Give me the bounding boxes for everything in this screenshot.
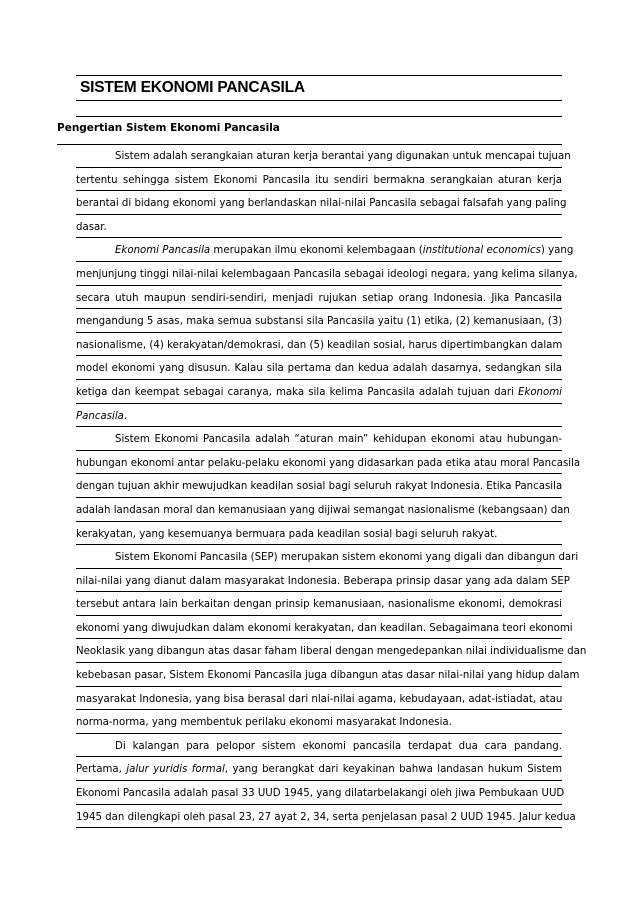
document-body	[76, 144, 587, 828]
line-text	[76, 292, 562, 305]
document-line	[76, 356, 562, 380]
text-segment: Ekonomi Pancasila adalah pasal 33 UUD 1945, yang dilatarbelakangi oleh jiwa Pembukaan UUD	[76, 788, 565, 800]
line-text	[76, 787, 565, 800]
document-line	[76, 663, 580, 687]
line-text	[76, 575, 570, 588]
text-segment: ketiga dan keempat sebagai caranya, maka sila kelima Pancasila adalah tujuan dari	[76, 386, 518, 398]
section-heading: Pengertian Sistem Ekonomi Pancasila	[57, 122, 280, 134]
line-text	[76, 174, 562, 187]
text-segment: masyarakat Indonesia, yang bisa berasal dari nlai-nilai agama, kebudayaan, adat-istiadat, atau	[76, 693, 563, 705]
text-segment: norma-norma, yang membentuk perilaku ekonomi masyarakat Indonesia.	[76, 717, 452, 729]
line-text	[76, 480, 562, 493]
line-text	[76, 221, 562, 234]
line-text	[76, 268, 578, 281]
document-line	[76, 569, 570, 593]
spacer-row	[76, 99, 562, 117]
line-text	[76, 457, 581, 470]
text-segment: ekonomi yang diwujudkan dalam ekonomi kerakyatan, dan keadilan. Sebagaimana teori ekonomi	[76, 622, 573, 634]
document-line	[76, 238, 574, 262]
italic-text-segment: Pancasila	[76, 410, 124, 422]
text-segment: secara utuh maupun sendiri-sendiri, menjadi rujukan setiap orang Indonesia. Jika Pancasila	[76, 292, 562, 304]
document-line	[76, 191, 567, 215]
line-text	[76, 410, 562, 423]
italic-text-segment: Ekonomi	[517, 386, 562, 398]
line-text	[76, 339, 562, 352]
title-bar	[76, 75, 562, 101]
italic-text-segment: institutional economics	[422, 245, 541, 257]
document-line	[76, 380, 562, 404]
text-segment: kebebasan pasar, Sistem Ekonomi Pancasila juga dibangun atas dasar nilai-nilai yang hidup dalam	[76, 670, 580, 682]
document-line	[76, 781, 565, 805]
line-text	[76, 362, 562, 375]
line-text	[76, 598, 562, 611]
text-segment: mengandung 5 asas, maka semua substansi sila Pancasila yaitu (1) etika, (2) kemanusiaan, (3)	[76, 316, 563, 328]
italic-text-segment: jalur yuridis formal	[126, 764, 225, 776]
document-line	[76, 687, 562, 711]
text-segment: merupakan ilmu ekonomi kelembagaan (	[210, 245, 423, 257]
document-line	[76, 286, 562, 310]
text-segment: Pertama,	[76, 764, 127, 776]
text-segment: , yang berangkat dari keyakinan bahwa landasan hukum Sistem	[224, 764, 562, 776]
text-segment: dengan tujuan akhir mewujudkan keadilan sosial bagi seluruh rakyat Indonesia. Etika Pancasila	[76, 481, 563, 493]
document-line	[76, 710, 562, 734]
document-line	[76, 309, 562, 333]
text-segment: Di kalangan para pelopor sistem ekonomi pancasila terdapat dua cara pandang.	[115, 740, 562, 752]
line-text	[76, 645, 587, 658]
text-segment: .	[123, 410, 128, 422]
document-line	[76, 215, 562, 239]
text-segment: menjunjung tinggi nilai-nilai kelembagaan Pancasila sebagai ideologi negara, yang kelima silanya,	[76, 268, 578, 280]
document-line	[76, 498, 570, 522]
line-text	[76, 811, 576, 824]
line-text	[115, 244, 574, 257]
text-segment: hubungan ekonomi antar pelaku-pelaku ekonomi yang didasarkan pada etika atau moral Pancasila	[76, 457, 581, 469]
text-segment: tertentu sehingga sistem Ekonomi Pancasila itu sendiri bermakna serangkaian aturan kerja	[76, 174, 562, 186]
document-line	[76, 592, 562, 616]
line-text	[76, 528, 562, 541]
line-text	[115, 433, 562, 446]
text-segment: Sistem adalah serangkaian aturan kerja berantai yang digunakan untuk mencapai tujuan	[115, 151, 571, 162]
document-line	[76, 734, 562, 758]
line-text	[76, 693, 562, 706]
text-segment: Sistem Ekonomi Pancasila (SEP) merupakan sistem ekonomi yang digali dan dibangun dari	[115, 552, 579, 564]
text-segment: nasionalisme, (4) kerakyatan/demokrasi, dan (5) keadilan sosial, harus dipertimbangkan dalam	[76, 339, 563, 351]
document-line	[76, 522, 562, 546]
italic-text-segment: Ekonomi Pancasila	[115, 245, 211, 257]
text-segment: dasar.	[76, 221, 107, 233]
text-segment: adalah landasan moral dan kemanusiaan yang dijiwai semangat nasionalisme (kebangsaan) dan	[76, 504, 570, 516]
document-line	[76, 333, 562, 357]
text-segment: nilai-nilai yang dianut dalam masyarakat Indonesia. Beberapa prinsip dasar yang ada dalam SEP	[76, 575, 570, 587]
line-text	[76, 197, 567, 210]
document-line	[76, 639, 587, 663]
document-title: SISTEM EKONOMI PANCASILA	[80, 79, 305, 96]
text-segment: tersebut antara lain berkaitan dengan prinsip kemanusiaan, nasionalisme ekonomi, demokrasi	[76, 599, 562, 611]
document-line	[76, 144, 571, 168]
document-line	[76, 616, 573, 640]
document-line	[76, 168, 562, 192]
document-line	[76, 427, 562, 451]
text-segment: berantai di bidang ekonomi yang berlandaskan nilai-nilai Pancasila sebagai falsafah yang paling	[76, 198, 567, 210]
line-text	[115, 740, 562, 753]
text-segment: kerakyatan, yang kesemuanya bermuara pada keadilan sosial bagi seluruh rakyat.	[76, 528, 498, 540]
section-heading-row	[57, 117, 562, 145]
text-segment: Neoklasik yang dibangun atas dasar faham liberal dengan mengedepankan nilai individualisme dan	[76, 646, 587, 658]
text-segment: 1945 dan dilengkapi oleh pasal 23, 27 ayat 2, 34, serta penjelasan pasal 2 UUD 1945. Jalur kedua	[76, 811, 576, 823]
document-line	[76, 805, 576, 829]
text-segment: Sistem Ekonomi Pancasila adalah “aturan main” kehidupan ekonomi atau hubungan-	[115, 434, 562, 446]
line-text	[76, 315, 562, 328]
line-text	[76, 763, 562, 776]
document-line	[76, 474, 562, 498]
text-segment: model ekonomi yang disusun. Kalau sila pertama dan kedua adalah dasarnya, sedangkan sila	[76, 363, 562, 375]
line-text	[76, 386, 562, 399]
line-text	[76, 622, 573, 635]
line-text	[115, 551, 579, 564]
document-line	[76, 757, 562, 781]
document-line	[76, 262, 578, 286]
line-text	[76, 504, 570, 517]
document-line	[76, 545, 579, 569]
document-line	[76, 404, 562, 428]
document-line	[76, 451, 581, 475]
line-text	[115, 150, 571, 163]
text-segment: ) yang	[540, 245, 574, 257]
line-text	[76, 716, 562, 729]
line-text	[76, 669, 580, 682]
